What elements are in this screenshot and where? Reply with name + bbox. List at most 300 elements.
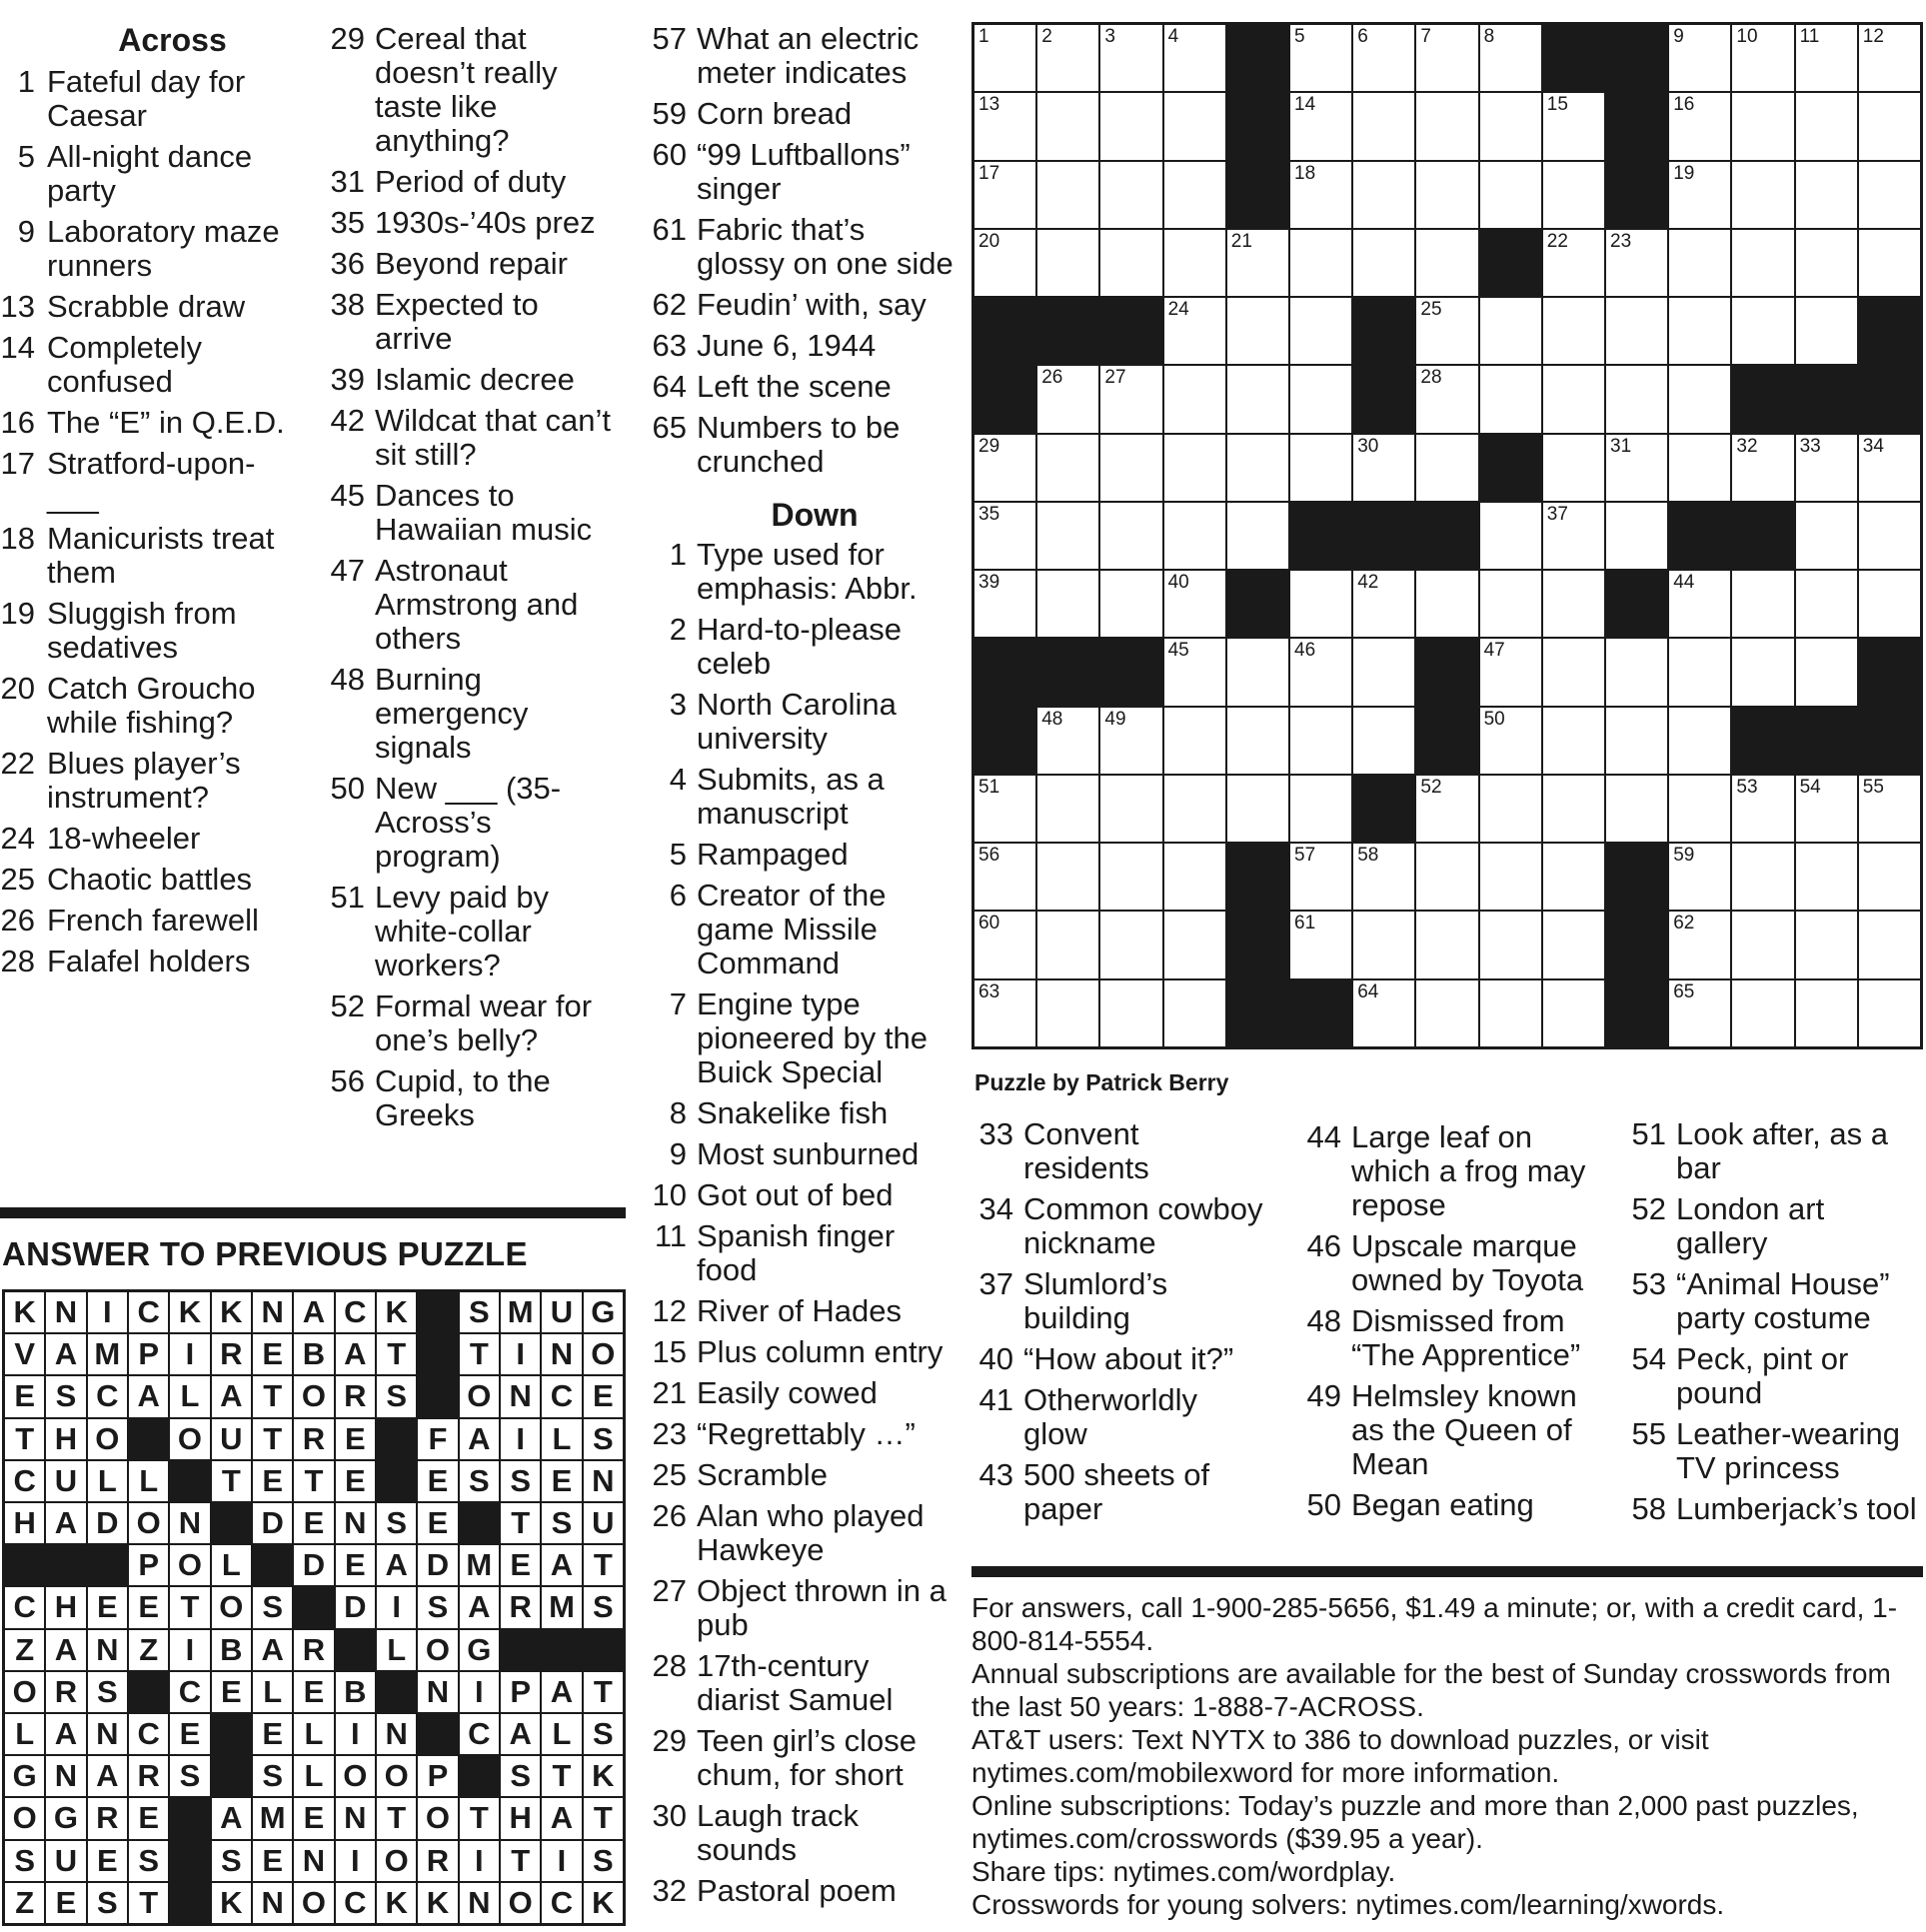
clue-number: 48 [1306,1303,1341,1338]
grid-cell[interactable] [1037,366,1098,432]
grid-cell[interactable] [1290,230,1351,296]
answer-cell: S [46,1376,85,1416]
grid-cell[interactable] [1164,298,1225,364]
grid-cell[interactable] [1164,980,1225,1046]
grid-cell[interactable] [1037,980,1098,1046]
answer-cell: C [5,1461,44,1501]
grid-cell[interactable] [1100,571,1161,637]
grid-cell[interactable] [1732,25,1793,91]
grid-cell[interactable] [1859,912,1920,977]
black-square [1859,298,1920,364]
answer-black-square [377,1672,416,1712]
answer-cell: T [584,1672,623,1712]
clue-item [318,479,623,547]
answer-cell: D [253,1503,292,1543]
answer-cell: B [336,1672,375,1712]
grid-cell[interactable] [1480,503,1541,569]
grid-cell[interactable] [1480,162,1541,228]
clue-item [640,138,960,206]
clue-number: 54 [1631,1341,1666,1376]
cell-number: 8 [1483,26,1495,47]
answer-cell: A [542,1798,581,1838]
grid-cell[interactable] [1732,298,1793,364]
grid-cell[interactable] [1353,162,1414,228]
clue-number: 37 [978,1266,1013,1301]
grid-cell[interactable] [974,435,1035,501]
answer-cell: L [88,1461,127,1501]
grid-cell[interactable] [1416,93,1477,159]
grid-cell[interactable] [1543,912,1604,977]
grid-cell[interactable] [1732,912,1793,977]
grid-cell[interactable] [1732,162,1793,228]
cell-number: 50 [1483,708,1505,730]
grid-cell[interactable] [1353,230,1414,296]
grid-cell[interactable] [1416,912,1477,977]
grid-cell[interactable] [1416,980,1477,1046]
across-column-1 [0,22,305,985]
grid-cell[interactable] [1543,298,1604,364]
grid-cell[interactable] [1606,639,1667,705]
grid-cell[interactable] [1796,639,1857,705]
grid-cell[interactable] [1480,366,1541,432]
clue-item [640,1178,960,1212]
grid-cell[interactable] [1037,776,1098,842]
grid-cell[interactable] [1227,298,1288,364]
answer-black-square [170,1883,209,1923]
grid-cell[interactable] [1353,571,1414,637]
grid-cell[interactable] [1227,639,1288,705]
clue-number: 7 [669,986,687,1021]
grid-cell[interactable] [1290,162,1351,228]
grid-cell[interactable] [1543,93,1604,159]
grid-cell[interactable] [1669,93,1730,159]
clue-number: 17 [0,446,35,481]
grid-cell[interactable] [1480,639,1541,705]
grid-cell[interactable] [1859,435,1920,501]
answer-cell: E [253,1714,292,1754]
grid-cell[interactable] [1543,571,1604,637]
grid-cell[interactable] [1290,844,1351,910]
black-square [1037,639,1098,705]
grid-cell[interactable] [1037,844,1098,910]
grid-cell[interactable] [1732,435,1793,501]
grid-cell[interactable] [1606,503,1667,569]
clue-item [640,1335,960,1369]
clue-text: Peck, pint or pound [1676,1341,1849,1410]
answer-cell: S [5,1841,44,1881]
grid-cell[interactable] [1859,503,1920,569]
grid-cell[interactable] [1669,435,1730,501]
clue-number: 33 [978,1116,1013,1151]
answer-cell: C [129,1292,168,1332]
clue-text: Easily cowed [697,1375,878,1410]
grid-cell[interactable] [1164,162,1225,228]
black-square [1353,503,1414,569]
clue-number: 4 [669,762,687,797]
answer-cell: U [46,1841,85,1881]
answer-cell: N [501,1376,540,1416]
grid-cell[interactable] [1353,639,1414,705]
clue-number: 9 [669,1136,687,1171]
grid-cell[interactable] [1037,708,1098,774]
grid-cell[interactable] [1037,162,1098,228]
answer-cell: C [542,1883,581,1923]
answer-cell: O [460,1376,499,1416]
cell-number: 5 [1294,26,1305,47]
clue-text: Dances to Hawaiian music [375,478,593,547]
answer-cell: S [584,1714,623,1754]
grid-cell[interactable] [1227,230,1288,296]
grid-cell[interactable] [1796,503,1857,569]
grid-cell[interactable] [1290,435,1351,501]
grid-cell[interactable] [1290,708,1351,774]
clue-item [1617,1267,1922,1335]
grid-cell[interactable] [1606,366,1667,432]
grid-cell[interactable] [1796,435,1857,501]
grid-cell[interactable] [1100,366,1161,432]
grid-cell[interactable] [1353,844,1414,910]
grid-cell[interactable] [1480,844,1541,910]
grid-cell[interactable] [1290,366,1351,432]
clue-text: Helmsley known as the Queen of Mean [1351,1378,1577,1481]
across-column-2 [318,22,623,1139]
clue-text: Islamic decree [375,362,575,397]
grid-cell[interactable] [1859,844,1920,910]
answer-cell: R [501,1587,540,1627]
black-square [1606,162,1667,228]
info-line: Crosswords for young solvers: nytimes.com/learning/xwords. [971,1889,1725,1920]
grid-cell[interactable] [1543,503,1604,569]
grid-cell[interactable] [1859,980,1920,1046]
grid-cell[interactable] [1100,503,1161,569]
answer-cell: T [253,1419,292,1459]
answer-cell: K [212,1883,251,1923]
grid-cell[interactable] [1416,571,1477,637]
clue-item [640,838,960,872]
grid-cell[interactable] [1732,639,1793,705]
grid-cell[interactable] [1606,298,1667,364]
grid-cell[interactable] [1543,776,1604,842]
cell-number: 29 [978,435,1000,457]
answer-cell: D [336,1587,375,1627]
grid-cell[interactable] [1416,435,1477,501]
grid-cell[interactable] [1480,708,1541,774]
grid-cell[interactable] [1416,366,1477,432]
grid-cell[interactable] [1669,639,1730,705]
black-square [1416,639,1477,705]
grid-cell[interactable] [1227,503,1288,569]
grid-cell[interactable] [1543,639,1604,705]
answer-cell: S [501,1756,540,1796]
grid-cell[interactable] [1796,298,1857,364]
answer-cell: K [584,1756,623,1796]
answer-cell: O [129,1503,168,1543]
grid-cell[interactable] [1543,230,1604,296]
clue-text: Period of duty [375,164,567,199]
grid-cell[interactable] [1416,162,1477,228]
grid-cell[interactable] [1606,230,1667,296]
grid-cell[interactable] [1859,25,1920,91]
clue-number: 5 [17,139,35,174]
grid-cell[interactable] [1669,571,1730,637]
cell-number: 3 [1104,26,1115,47]
clue-item [1292,1304,1612,1372]
grid-cell[interactable] [1164,844,1225,910]
clue-number: 62 [652,287,687,322]
clue-item [640,688,960,756]
grid-cell[interactable] [1543,366,1604,432]
answer-cell: L [253,1672,292,1712]
grid-cell[interactable] [1164,571,1225,637]
grid-cell[interactable] [1037,571,1098,637]
grid-cell[interactable] [1100,912,1161,977]
clue-number: 36 [330,246,365,281]
grid-cell[interactable] [1732,844,1793,910]
grid-cell[interactable] [974,844,1035,910]
puzzle-credit: Puzzle by Patrick Berry [974,1069,1229,1095]
grid-cell[interactable] [1100,980,1161,1046]
grid-cell[interactable] [1796,25,1857,91]
grid-cell[interactable] [1353,980,1414,1046]
down-column-6 [1617,1117,1922,1533]
grid-cell[interactable] [1669,298,1730,364]
grid-cell[interactable] [974,912,1035,977]
grid-cell[interactable] [1100,708,1161,774]
clue-number: 50 [330,771,365,806]
grid-cell[interactable] [1164,435,1225,501]
clue-text: Pastoral poem [697,1873,897,1908]
answer-cell: L [212,1545,251,1585]
grid-cell[interactable] [1859,162,1920,228]
grid-cell[interactable] [974,25,1035,91]
clue-number: 59 [652,96,687,131]
grid-cell[interactable] [1164,366,1225,432]
grid-cell[interactable] [1732,93,1793,159]
grid-cell[interactable] [1796,980,1857,1046]
answer-cell: E [88,1587,127,1627]
grid-cell[interactable] [1859,93,1920,159]
clue-number: 8 [669,1095,687,1130]
clue-item [640,370,960,404]
answer-cell: T [170,1587,209,1627]
grid-cell[interactable] [1669,162,1730,228]
grid-cell[interactable] [1543,708,1604,774]
grid-cell[interactable] [1416,844,1477,910]
answer-cell: P [129,1334,168,1374]
clue-item [1617,1192,1922,1260]
grid-cell[interactable] [1164,639,1225,705]
grid-cell[interactable] [1164,912,1225,977]
clue-item [318,165,623,199]
clue-item [318,22,623,158]
grid-cell[interactable] [1543,980,1604,1046]
grid-cell[interactable] [1100,230,1161,296]
grid-cell[interactable] [1416,25,1477,91]
grid-cell[interactable] [1227,776,1288,842]
grid-cell[interactable] [1290,93,1351,159]
answer-cell: N [294,1841,333,1881]
clue-item [640,613,960,681]
grid-cell[interactable] [1227,435,1288,501]
grid-cell[interactable] [1669,230,1730,296]
cell-number: 4 [1167,26,1179,47]
answer-cell: E [253,1841,292,1881]
grid-cell[interactable] [1353,708,1414,774]
grid-cell[interactable] [1164,25,1225,91]
black-square [1796,708,1857,774]
grid-cell[interactable] [1227,366,1288,432]
grid-cell[interactable] [1480,912,1541,977]
grid-cell[interactable] [1480,298,1541,364]
grid-cell[interactable] [1290,571,1351,637]
grid-cell[interactable] [1796,93,1857,159]
grid-cell[interactable] [974,230,1035,296]
grid-cell[interactable] [1480,25,1541,91]
grid-cell[interactable] [1543,435,1604,501]
grid-cell[interactable] [1353,93,1414,159]
grid-cell[interactable] [1543,844,1604,910]
grid-cell[interactable] [1100,25,1161,91]
grid-cell[interactable] [1669,912,1730,977]
across-heading: Across [118,22,227,58]
grid-cell[interactable] [1164,230,1225,296]
clue-item [0,863,305,897]
grid-cell[interactable] [1480,93,1541,159]
grid-cell[interactable] [1796,571,1857,637]
grid-cell[interactable] [1796,162,1857,228]
grid-cell[interactable] [1669,366,1730,432]
clue-number: 16 [0,405,35,440]
clue-text: The “E” in Q.E.D. [47,405,285,440]
black-square [974,298,1035,364]
grid-cell[interactable] [1290,639,1351,705]
grid-cell[interactable] [1796,844,1857,910]
grid-cell[interactable] [974,980,1035,1046]
grid-cell[interactable] [1100,162,1161,228]
grid-cell[interactable] [1353,25,1414,91]
grid-cell[interactable] [974,776,1035,842]
grid-cell[interactable] [1100,776,1161,842]
grid-cell[interactable] [1796,776,1857,842]
grid-cell[interactable] [1037,230,1098,296]
answer-cell: N [46,1756,85,1796]
grid-cell[interactable] [1416,298,1477,364]
grid-cell[interactable] [1669,980,1730,1046]
grid-cell[interactable] [1100,844,1161,910]
grid-cell[interactable] [1164,776,1225,842]
grid-cell[interactable] [1796,912,1857,977]
clue-item [318,404,623,472]
grid-cell[interactable] [1859,230,1920,296]
grid-cell[interactable] [1480,776,1541,842]
info-list [971,1591,1921,1921]
grid-cell[interactable] [1480,980,1541,1046]
grid-cell[interactable] [1164,503,1225,569]
previous-answer-grid [2,1289,626,1926]
grid-cell[interactable] [1606,435,1667,501]
grid-cell[interactable] [1037,25,1098,91]
clue-text: Stratford-upon-___ [47,446,256,515]
grid-cell[interactable] [1037,435,1098,501]
grid-cell[interactable] [1100,435,1161,501]
clue-item [964,1458,1269,1526]
grid-cell[interactable] [1480,571,1541,637]
answer-cell: Z [5,1883,44,1923]
grid-cell[interactable] [1606,708,1667,774]
grid-cell[interactable] [1859,571,1920,637]
grid-cell[interactable] [1732,571,1793,637]
grid-cell[interactable] [1416,776,1477,842]
grid-cell[interactable] [974,571,1035,637]
clue-text: What an electric meter indicates [697,21,920,90]
answer-cell: D [418,1545,457,1585]
grid-cell[interactable] [1164,93,1225,159]
answer-cell: S [501,1461,540,1501]
answer-cell: E [336,1545,375,1585]
grid-cell[interactable] [1227,708,1288,774]
across-clue-list [640,22,960,479]
grid-cell[interactable] [1353,435,1414,501]
clue-text: New ___ (35-Across’s program) [375,771,562,874]
grid-cell[interactable] [1416,230,1477,296]
grid-cell[interactable] [1290,25,1351,91]
answer-cell: M [88,1334,127,1374]
answer-cell: E [542,1461,581,1501]
grid-cell[interactable] [1732,230,1793,296]
grid-cell[interactable] [1037,93,1098,159]
grid-cell[interactable] [974,503,1035,569]
grid-cell[interactable] [1669,25,1730,91]
clue-number: 21 [652,1375,687,1410]
grid-cell[interactable] [1669,776,1730,842]
grid-cell[interactable] [974,93,1035,159]
grid-cell[interactable] [1037,912,1098,977]
cell-number: 14 [1294,94,1316,116]
grid-cell[interactable] [1290,298,1351,364]
clue-item [640,1096,960,1130]
clue-text: Most sunburned [697,1136,920,1171]
info-block [971,1591,1921,1921]
cell-number: 45 [1167,640,1189,662]
grid-cell[interactable] [1353,912,1414,977]
grid-cell[interactable] [1100,93,1161,159]
grid-cell[interactable] [1543,162,1604,228]
grid-cell[interactable] [1290,776,1351,842]
grid-cell[interactable] [974,162,1035,228]
clue-text: Levy paid by white-collar workers? [375,880,550,982]
cell-number: 46 [1294,640,1316,662]
clue-item [0,290,305,324]
grid-cell[interactable] [1669,844,1730,910]
grid-cell[interactable] [1732,980,1793,1046]
grid-cell[interactable] [1669,708,1730,774]
clue-text: Completely confused [47,330,203,399]
clue-item [318,363,623,397]
answer-black-square [212,1756,251,1796]
grid-cell[interactable] [1164,708,1225,774]
grid-cell[interactable] [1732,776,1793,842]
grid-cell[interactable] [1606,776,1667,842]
grid-cell[interactable] [1796,230,1857,296]
answer-cell: Z [5,1630,44,1670]
answer-cell: U [212,1419,251,1459]
grid-cell[interactable] [1859,776,1920,842]
clue-text: Cupid, to the Greeks [375,1063,551,1132]
grid-cell[interactable] [1037,503,1098,569]
grid-cell[interactable] [1290,912,1351,977]
clue-text: Fabric that’s glossy on one side [697,212,954,281]
answer-cell: L [294,1756,333,1796]
